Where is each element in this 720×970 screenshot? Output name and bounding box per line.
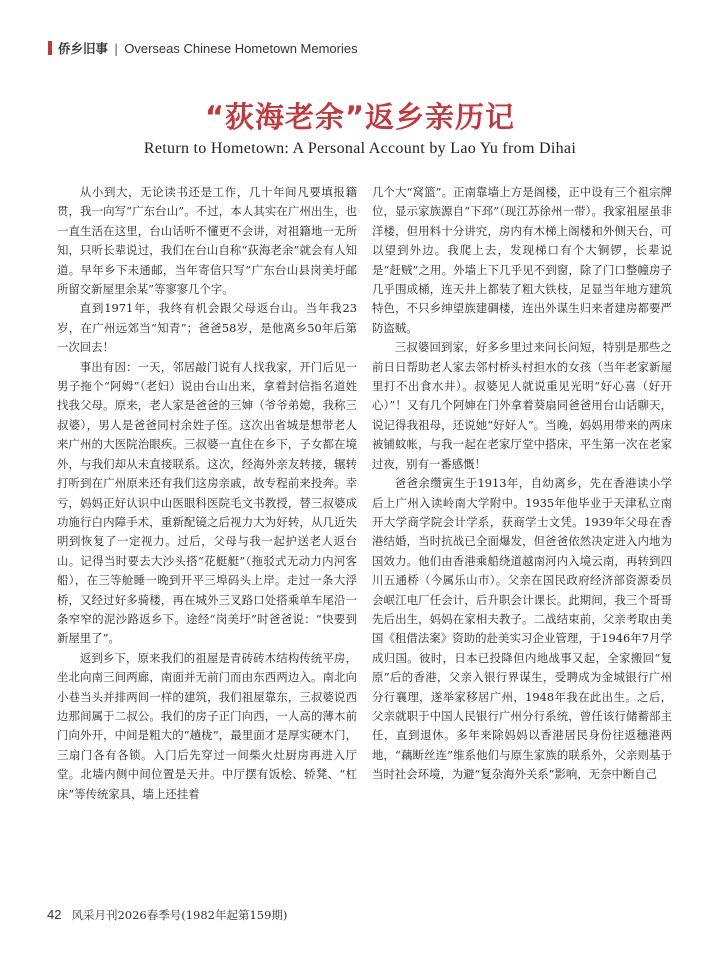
section-accent-bar <box>48 41 52 55</box>
section-label-cn: 侨乡旧事 <box>58 41 109 56</box>
paragraph: 直到1971年，我终有机会跟父母返台山。当年我23岁，在广州远郊当“知青”；爸爸58岁，是他离乡50年后第一次回去！ <box>57 301 357 355</box>
page-number: 42 <box>47 907 62 922</box>
paragraph: 三叔婆回到家，好多乡里过来问长问短，特别是那些之前日日帮助老人家去邻村桥头村担水的女孩（当年老家新屋里打不出食水井）。叔婆见人就说重见光明“好心喜（好开心）”！又有几个阿婶在门外拿着葵扇同爸爸用台山话聊天，说记得我祖母，还说她“好好人”。当晚，妈妈用带来的两床被铺蚊帐，与我一起在老家厅堂中搭床，平生第一次在老家过夜，别有一番感慨！ <box>372 340 672 471</box>
paragraph: 事出有因：一天，邻居敲门说有人找我家，开门后见一男子拖个“阿姆”（老妇）说由台山出来，拿着封信指名道姓找我父母。原来，老人家是爸爸的三婶（爷爷弟媳，我称三叔婆），男人是爸爸同村余姓子侄。这次出省城是想带老人来广州的大医院治眼疾。三叔婆一直住在乡下，子女都在境外，与我们却从未直接联系。这次，经海外亲友转接，辗转打听到在广州原来还有我们这房亲戚，故专程前来投奔。幸亏，妈妈正好认识中山医眼科医院毛文书教授，替三叔婆成功施行白内障手术，重新配镜之后视力大为好转，从几近失明到恢复了一定视力。过后，父母与我一起护送老人返台山。记得当时要去大沙头搭“花艇艇”（拖驳式无动力内河客船），在三等舱睡一晚到开平三埠码头上岸。走过一条大浮桥，又经过好多骑楼，再在城外三叉路口处搭乘单车尾沿一条窄窄的泥沙路返乡下。途经“岗美圩”时爸爸说：“快要到新屋里了”。 <box>57 359 357 646</box>
paragraph: 从小到大，无论读书还是工作，几十年间凡要填报籍贯，我一向写“广东台山”。不过，本人其实在广州出生，也一直生活在这里，台山话听不懂更不会讲，对祖籍地一无所知，只听长辈说过，我们在台山自称“荻海老余”就会有人知道。早年乡下未通邮，当年寄信只写“广东台山县岗美圩邮所留交新屋里余某”等寥寥几个字。 <box>57 185 357 297</box>
section-separator: | <box>114 40 119 56</box>
section-header <box>48 38 358 58</box>
paragraph: 返到乡下，原来我们的祖屋是青砖砖木结构传统平房，坐北向南三间两廊，南面并无前门而由东西两边入。南北向小巷当头并排两间一样的建筑，我们祖屋靠东，三叔婆说西边那间属于二叔公。我们的房子正门向西，一人高的薄木前门向外开，中间是粗大的“趟栊”，最里面才是厚实硬木门，三扇门各有各锁。入门后先穿过一间柴火灶厨房再进入厅堂。北墙内侧中间位置是天井。中厅摆有饭桧、轿凳、“杠床”等传统家具，墙上还挂着 <box>57 650 357 801</box>
paragraph: 爸爸余缵寅生于1913年，自幼离乡，先在香港读小学后上广州入读岭南大学附中。1935年他毕业于天津私立南开大学商学院会计学系，获商学士文凭。1939年父母在香港结婚，当时抗战已全面爆发，但爸爸依然决定进入内地为国效力。他们由香港乘船绕道越南河内入境云南，再转到四川五通桥（今属乐山市）。父亲在国民政府经济部资源委员会岷江电厂任会计，后升职会计课长。此期间，我三个哥哥先后出生，妈妈在家相夫教子。二战结束前，父亲考取由美国《租借法案》资助的赴美实习企业管理，于1946年7月学成归国。彼时，日本已投降但内地战事又起，全家搬回“复原”后的香港，父亲入银行界谋生，受聘成为金城银行广州分行襄理，遂举家移居广州，1948年我在此出生。之后，父亲就职于中国人民银行广州分行系统，曾任该行储蓄部主任，直到退休。多年来除妈妈以香港居民身份往返穗港两地，“藕断丝连”维系他们与原生家族的联系外，父亲则基于当时社会环境，为避“复杂海外关系”影响，无奈中断自己 <box>372 476 672 782</box>
article-title: “荻海老余”返乡亲历记 <box>204 100 516 134</box>
paragraph: 几个大“窝篮”。正南靠墙上方是阁楼，正中设有三个祖宗牌位，显示家族源自“下邳”（现江苏徐州一带）。我家祖屋虽非洋楼，但用料十分讲究，房内有木梯上阁楼和外侧天台，可以望到外边。我爬上去，发现梯口有个大铜锣，长辈说是“赶贼”之用。外墙上下几乎见不到窗，除了门口整幢房子几乎围成桶，连天井上都装了粗大铁枝，足显当年地方建筑特色，不只乡绅望族建碉楼，连出外谋生归来者建房都要严防盗贼。 <box>372 185 672 335</box>
left-column <box>57 183 357 804</box>
article-subtitle: Return to Hometown: A Personal Account by Lao Yu from Dihai <box>143 140 577 157</box>
page-footer <box>47 907 287 923</box>
publication-info: 风采月刊2026春季号(1982年起第159期) <box>71 908 288 922</box>
section-label-en: Overseas Chinese Hometown Memories <box>124 40 358 56</box>
right-column <box>372 183 672 785</box>
